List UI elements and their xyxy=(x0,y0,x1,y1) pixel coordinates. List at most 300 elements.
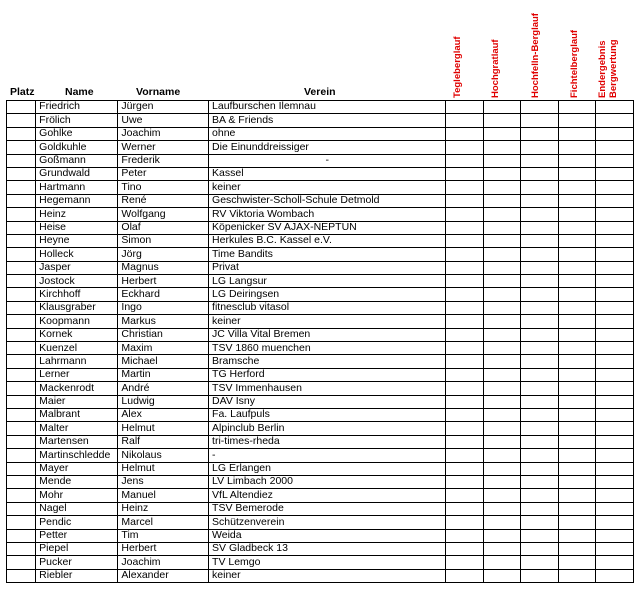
fichtelberglauf-cell xyxy=(558,342,595,355)
table-row xyxy=(7,328,634,341)
vorname-cell: Helmut xyxy=(118,422,209,435)
tegleberglauf-cell xyxy=(446,114,483,127)
name-cell: Pucker xyxy=(36,556,118,569)
verein-cell: JC Villa Vital Bremen xyxy=(209,328,446,341)
platz-cell xyxy=(7,516,36,529)
hochgratlauf-cell xyxy=(483,114,520,127)
hochfelln-cell xyxy=(521,355,558,368)
fichtelberglauf-cell xyxy=(558,315,595,328)
vorname-cell: Simon xyxy=(118,234,209,247)
platz-cell xyxy=(7,408,36,421)
endergebnis-cell xyxy=(596,462,634,475)
verein-cell: LG Deiringsen xyxy=(209,288,446,301)
tegleberglauf-cell xyxy=(446,462,483,475)
endergebnis-cell xyxy=(596,328,634,341)
hochgratlauf-cell xyxy=(483,208,520,221)
table-row xyxy=(7,502,634,515)
table-row xyxy=(7,208,634,221)
name-cell: Goßmann xyxy=(36,154,118,167)
verein-cell: Schützenverein xyxy=(209,516,446,529)
hochfelln-cell xyxy=(521,261,558,274)
tegleberglauf-cell xyxy=(446,368,483,381)
platz-cell xyxy=(7,368,36,381)
tegleberglauf-cell xyxy=(446,502,483,515)
hochgratlauf-cell xyxy=(483,556,520,569)
hochgratlauf-cell xyxy=(483,315,520,328)
table-row xyxy=(7,569,634,582)
hochfelln-cell xyxy=(521,248,558,261)
header-hochgratlauf: Hochgratlauf xyxy=(490,39,501,98)
table-row xyxy=(7,194,634,207)
fichtelberglauf-cell xyxy=(558,328,595,341)
table-row xyxy=(7,475,634,488)
name-cell: Friedrich xyxy=(36,101,118,114)
hochgratlauf-cell xyxy=(483,234,520,247)
verein-cell: TSV Bemerode xyxy=(209,502,446,515)
tegleberglauf-cell xyxy=(446,395,483,408)
verein-cell: keiner xyxy=(209,315,446,328)
tegleberglauf-cell xyxy=(446,342,483,355)
platz-cell xyxy=(7,127,36,140)
endergebnis-cell xyxy=(596,261,634,274)
platz-cell xyxy=(7,462,36,475)
hochfelln-cell xyxy=(521,301,558,314)
platz-cell xyxy=(7,328,36,341)
table-row xyxy=(7,395,634,408)
hochfelln-cell xyxy=(521,382,558,395)
vorname-cell: Alex xyxy=(118,408,209,421)
verein-cell: DAV Isny xyxy=(209,395,446,408)
tegleberglauf-cell xyxy=(446,328,483,341)
name-cell: Holleck xyxy=(36,248,118,261)
hochgratlauf-cell xyxy=(483,502,520,515)
vorname-cell: Magnus xyxy=(118,261,209,274)
tegleberglauf-cell xyxy=(446,234,483,247)
platz-cell xyxy=(7,342,36,355)
hochfelln-cell xyxy=(521,408,558,421)
verein-cell: TSV 1860 muenchen xyxy=(209,342,446,355)
table-row xyxy=(7,315,634,328)
fichtelberglauf-cell xyxy=(558,355,595,368)
platz-cell xyxy=(7,208,36,221)
header-endergebnis: Endergebnis xyxy=(597,40,608,98)
hochfelln-cell xyxy=(521,502,558,515)
fichtelberglauf-cell xyxy=(558,475,595,488)
vorname-cell: Tino xyxy=(118,181,209,194)
fichtelberglauf-cell xyxy=(558,569,595,582)
hochgratlauf-cell xyxy=(483,275,520,288)
name-cell: Lerner xyxy=(36,368,118,381)
table-row xyxy=(7,529,634,542)
fichtelberglauf-cell xyxy=(558,556,595,569)
table-row xyxy=(7,114,634,127)
platz-cell xyxy=(7,114,36,127)
verein-cell: Laufburschen Ilemnau xyxy=(209,101,446,114)
endergebnis-cell xyxy=(596,502,634,515)
hochfelln-cell xyxy=(521,556,558,569)
vorname-cell: Marcel xyxy=(118,516,209,529)
fichtelberglauf-cell xyxy=(558,221,595,234)
table-row xyxy=(7,167,634,180)
tegleberglauf-cell xyxy=(446,154,483,167)
hochgratlauf-cell xyxy=(483,422,520,435)
hochgratlauf-cell xyxy=(483,435,520,448)
endergebnis-cell xyxy=(596,288,634,301)
fichtelberglauf-cell xyxy=(558,368,595,381)
endergebnis-cell xyxy=(596,315,634,328)
platz-cell xyxy=(7,181,36,194)
hochfelln-cell xyxy=(521,449,558,462)
vorname-cell: Wolfgang xyxy=(118,208,209,221)
hochfelln-cell xyxy=(521,101,558,114)
platz-cell xyxy=(7,395,36,408)
vorname-cell: Joachim xyxy=(118,127,209,140)
endergebnis-cell xyxy=(596,355,634,368)
verein-cell: TV Lemgo xyxy=(209,556,446,569)
endergebnis-cell xyxy=(596,208,634,221)
table-row xyxy=(7,516,634,529)
fichtelberglauf-cell xyxy=(558,382,595,395)
vorname-cell: Ingo xyxy=(118,301,209,314)
hochgratlauf-cell xyxy=(483,489,520,502)
hochfelln-cell xyxy=(521,127,558,140)
table-row xyxy=(7,408,634,421)
tegleberglauf-cell xyxy=(446,516,483,529)
vorname-cell: René xyxy=(118,194,209,207)
platz-cell xyxy=(7,221,36,234)
hochfelln-cell xyxy=(521,154,558,167)
results-table xyxy=(6,100,634,583)
table-row xyxy=(7,261,634,274)
endergebnis-cell xyxy=(596,234,634,247)
platz-cell xyxy=(7,422,36,435)
verein-cell: Alpinclub Berlin xyxy=(209,422,446,435)
name-cell: Piepel xyxy=(36,542,118,555)
hochfelln-cell xyxy=(521,167,558,180)
fichtelberglauf-cell xyxy=(558,502,595,515)
fichtelberglauf-cell xyxy=(558,395,595,408)
tegleberglauf-cell xyxy=(446,408,483,421)
name-cell: Hartmann xyxy=(36,181,118,194)
verein-cell: - xyxy=(209,449,446,462)
hochgratlauf-cell xyxy=(483,154,520,167)
platz-cell xyxy=(7,569,36,582)
endergebnis-cell xyxy=(596,569,634,582)
platz-cell xyxy=(7,154,36,167)
verein-cell: TSV Immenhausen xyxy=(209,382,446,395)
fichtelberglauf-cell xyxy=(558,516,595,529)
tegleberglauf-cell xyxy=(446,127,483,140)
vorname-cell: Heinz xyxy=(118,502,209,515)
platz-cell xyxy=(7,542,36,555)
vorname-cell: Werner xyxy=(118,141,209,154)
platz-cell xyxy=(7,248,36,261)
vorname-cell: Jürgen xyxy=(118,101,209,114)
fichtelberglauf-cell xyxy=(558,422,595,435)
vorname-cell: Ralf xyxy=(118,435,209,448)
name-cell: Kirchhoff xyxy=(36,288,118,301)
vorname-cell: Herbert xyxy=(118,275,209,288)
tegleberglauf-cell xyxy=(446,315,483,328)
tegleberglauf-cell xyxy=(446,275,483,288)
vorname-cell: Michael xyxy=(118,355,209,368)
name-cell: Martinschledde xyxy=(36,449,118,462)
endergebnis-cell xyxy=(596,221,634,234)
name-cell: Kuenzel xyxy=(36,342,118,355)
hochgratlauf-cell xyxy=(483,181,520,194)
vorname-cell: Tim xyxy=(118,529,209,542)
verein-cell: RV Viktoria Wombach xyxy=(209,208,446,221)
platz-cell xyxy=(7,315,36,328)
fichtelberglauf-cell xyxy=(558,141,595,154)
fichtelberglauf-cell xyxy=(558,301,595,314)
vorname-cell: Jörg xyxy=(118,248,209,261)
verein-cell: VfL Altendiez xyxy=(209,489,446,502)
hochfelln-cell xyxy=(521,315,558,328)
hochfelln-cell xyxy=(521,516,558,529)
name-cell: Malbrant xyxy=(36,408,118,421)
hochfelln-cell xyxy=(521,208,558,221)
endergebnis-cell xyxy=(596,127,634,140)
table-row xyxy=(7,449,634,462)
tegleberglauf-cell xyxy=(446,261,483,274)
name-cell: Mayer xyxy=(36,462,118,475)
tegleberglauf-cell xyxy=(446,208,483,221)
vorname-cell: Uwe xyxy=(118,114,209,127)
fichtelberglauf-cell xyxy=(558,167,595,180)
verein-cell: LG Erlangen xyxy=(209,462,446,475)
verein-cell: Fa. Laufpuls xyxy=(209,408,446,421)
results-body xyxy=(7,101,634,583)
fichtelberglauf-cell xyxy=(558,408,595,421)
endergebnis-cell xyxy=(596,101,634,114)
name-cell: Koopmann xyxy=(36,315,118,328)
hochgratlauf-cell xyxy=(483,342,520,355)
platz-cell xyxy=(7,141,36,154)
name-cell: Jostock xyxy=(36,275,118,288)
table-row xyxy=(7,101,634,114)
hochgratlauf-cell xyxy=(483,101,520,114)
vorname-cell: Frederik xyxy=(118,154,209,167)
hochfelln-cell xyxy=(521,194,558,207)
name-cell: Klausgraber xyxy=(36,301,118,314)
platz-cell xyxy=(7,502,36,515)
hochfelln-cell xyxy=(521,422,558,435)
name-cell: Frölich xyxy=(36,114,118,127)
platz-cell xyxy=(7,435,36,448)
platz-cell xyxy=(7,489,36,502)
header-bergwertung: Bergwertung xyxy=(608,39,619,98)
fichtelberglauf-cell xyxy=(558,194,595,207)
name-cell: Mende xyxy=(36,475,118,488)
table-row xyxy=(7,234,634,247)
name-cell: Riebler xyxy=(36,569,118,582)
name-cell: Gohlke xyxy=(36,127,118,140)
table-row xyxy=(7,141,634,154)
endergebnis-cell xyxy=(596,181,634,194)
endergebnis-cell xyxy=(596,167,634,180)
hochfelln-cell xyxy=(521,475,558,488)
table-row xyxy=(7,489,634,502)
tegleberglauf-cell xyxy=(446,301,483,314)
verein-cell: - xyxy=(209,154,446,167)
verein-cell: tri-times-rheda xyxy=(209,435,446,448)
name-cell: Heinz xyxy=(36,208,118,221)
verein-cell: keiner xyxy=(209,181,446,194)
fichtelberglauf-cell xyxy=(558,529,595,542)
vorname-cell: Maxim xyxy=(118,342,209,355)
endergebnis-cell xyxy=(596,542,634,555)
fichtelberglauf-cell xyxy=(558,248,595,261)
vorname-cell: Christian xyxy=(118,328,209,341)
hochgratlauf-cell xyxy=(483,529,520,542)
hochgratlauf-cell xyxy=(483,141,520,154)
hochgratlauf-cell xyxy=(483,368,520,381)
tegleberglauf-cell xyxy=(446,167,483,180)
tegleberglauf-cell xyxy=(446,435,483,448)
verein-cell: ohne xyxy=(209,127,446,140)
tegleberglauf-cell xyxy=(446,355,483,368)
header-endergebnis-bergwertung xyxy=(590,2,626,100)
table-row xyxy=(7,355,634,368)
table-row xyxy=(7,342,634,355)
vorname-cell: Helmut xyxy=(118,462,209,475)
platz-cell xyxy=(7,556,36,569)
hochfelln-cell xyxy=(521,368,558,381)
header-tegleberglauf: Tegleberglauf xyxy=(452,36,463,98)
platz-cell xyxy=(7,355,36,368)
verein-cell: Time Bandits xyxy=(209,248,446,261)
platz-cell xyxy=(7,167,36,180)
fichtelberglauf-cell xyxy=(558,462,595,475)
verein-cell: BA & Friends xyxy=(209,114,446,127)
name-cell: Kornek xyxy=(36,328,118,341)
endergebnis-cell xyxy=(596,556,634,569)
verein-cell: Geschwister-Scholl-Schule Detmold xyxy=(209,194,446,207)
verein-cell: LV Limbach 2000 xyxy=(209,475,446,488)
verein-cell: Kassel xyxy=(209,167,446,180)
header-hochfelln-berglauf: Hochfelln-Berglauf xyxy=(530,13,541,98)
table-row xyxy=(7,181,634,194)
table-row xyxy=(7,288,634,301)
hochgratlauf-cell xyxy=(483,542,520,555)
table-row xyxy=(7,275,634,288)
endergebnis-cell xyxy=(596,301,634,314)
table-row xyxy=(7,248,634,261)
hochfelln-cell xyxy=(521,489,558,502)
hochfelln-cell xyxy=(521,234,558,247)
hochgratlauf-cell xyxy=(483,355,520,368)
hochgratlauf-cell xyxy=(483,382,520,395)
hochfelln-cell xyxy=(521,114,558,127)
platz-cell xyxy=(7,449,36,462)
hochgratlauf-cell xyxy=(483,127,520,140)
endergebnis-cell xyxy=(596,489,634,502)
endergebnis-cell xyxy=(596,382,634,395)
table-row xyxy=(7,435,634,448)
name-cell: Martensen xyxy=(36,435,118,448)
hochgratlauf-cell xyxy=(483,408,520,421)
hochfelln-cell xyxy=(521,435,558,448)
name-cell: Maier xyxy=(36,395,118,408)
header-vorname: Vorname xyxy=(136,86,181,98)
hochgratlauf-cell xyxy=(483,221,520,234)
vorname-cell: Markus xyxy=(118,315,209,328)
endergebnis-cell xyxy=(596,154,634,167)
endergebnis-cell xyxy=(596,422,634,435)
hochgratlauf-cell xyxy=(483,248,520,261)
tegleberglauf-cell xyxy=(446,529,483,542)
fichtelberglauf-cell xyxy=(558,234,595,247)
platz-cell xyxy=(7,101,36,114)
tegleberglauf-cell xyxy=(446,475,483,488)
fichtelberglauf-cell xyxy=(558,114,595,127)
hochfelln-cell xyxy=(521,529,558,542)
hochfelln-cell xyxy=(521,328,558,341)
hochfelln-cell xyxy=(521,569,558,582)
header-name: Name xyxy=(65,86,94,98)
fichtelberglauf-cell xyxy=(558,154,595,167)
name-cell: Hegemann xyxy=(36,194,118,207)
fichtelberglauf-cell xyxy=(558,181,595,194)
platz-cell xyxy=(7,288,36,301)
platz-cell xyxy=(7,301,36,314)
endergebnis-cell xyxy=(596,368,634,381)
vorname-cell: Eckhard xyxy=(118,288,209,301)
name-cell: Goldkuhle xyxy=(36,141,118,154)
table-row xyxy=(7,542,634,555)
verein-cell: keiner xyxy=(209,569,446,582)
hochgratlauf-cell xyxy=(483,288,520,301)
endergebnis-cell xyxy=(596,275,634,288)
table-row xyxy=(7,127,634,140)
name-cell: Grundwald xyxy=(36,167,118,180)
tegleberglauf-cell xyxy=(446,489,483,502)
verein-cell: LG Langsur xyxy=(209,275,446,288)
hochfelln-cell xyxy=(521,181,558,194)
fichtelberglauf-cell xyxy=(558,208,595,221)
hochgratlauf-cell xyxy=(483,449,520,462)
name-cell: Malter xyxy=(36,422,118,435)
verein-cell: SV Gladbeck 13 xyxy=(209,542,446,555)
verein-cell: Köpenicker SV AJAX-NEPTUN xyxy=(209,221,446,234)
name-cell: Jasper xyxy=(36,261,118,274)
tegleberglauf-cell xyxy=(446,542,483,555)
vorname-cell: Martin xyxy=(118,368,209,381)
verein-cell: TG Herford xyxy=(209,368,446,381)
table-row xyxy=(7,154,634,167)
hochgratlauf-cell xyxy=(483,328,520,341)
fichtelberglauf-cell xyxy=(558,288,595,301)
table-row xyxy=(7,556,634,569)
endergebnis-cell xyxy=(596,475,634,488)
hochfelln-cell xyxy=(521,275,558,288)
hochgratlauf-cell xyxy=(483,569,520,582)
fichtelberglauf-cell xyxy=(558,449,595,462)
tegleberglauf-cell xyxy=(446,141,483,154)
hochfelln-cell xyxy=(521,288,558,301)
endergebnis-cell xyxy=(596,141,634,154)
hochgratlauf-cell xyxy=(483,395,520,408)
name-cell: Pendic xyxy=(36,516,118,529)
endergebnis-cell xyxy=(596,435,634,448)
endergebnis-cell xyxy=(596,342,634,355)
hochgratlauf-cell xyxy=(483,167,520,180)
fichtelberglauf-cell xyxy=(558,101,595,114)
endergebnis-cell xyxy=(596,408,634,421)
fichtelberglauf-cell xyxy=(558,489,595,502)
name-cell: Nagel xyxy=(36,502,118,515)
